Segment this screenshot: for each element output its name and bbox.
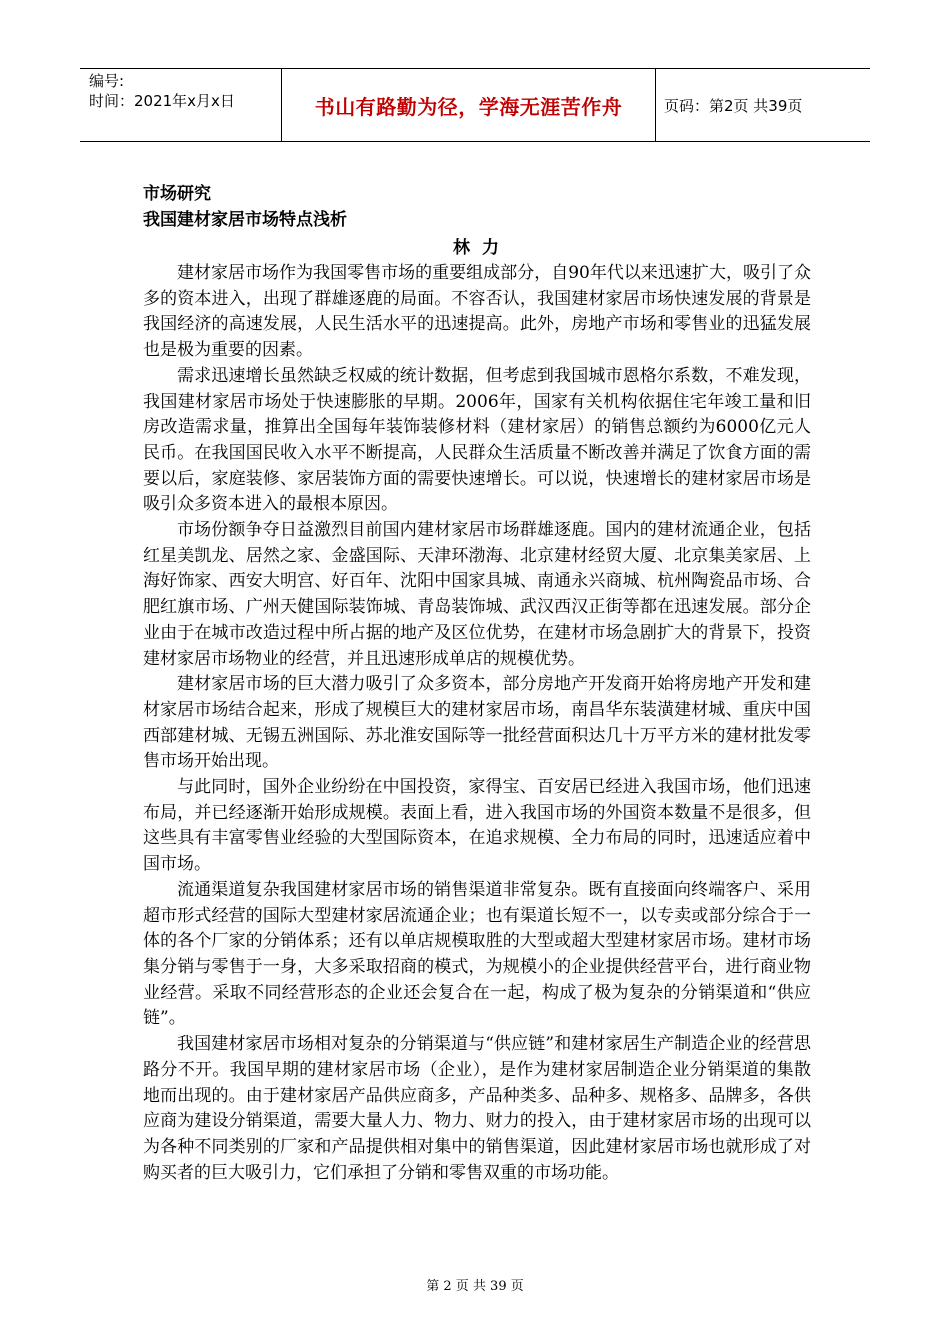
paragraph: 我国建材家居市场相对复杂的分销渠道与“供应链”和建材家居生产制造企业的经营思路分不开。我国早期的建材家居市场（企业），是作为建材家居制造企业分销渠道的集散地而出现的。由于建材家居产品供应商多，产品种类多、品种多、规格多、品牌多，各供应商为建设分销渠道，需要大量人力、物力、财力的投入，由于建材家居市场的出现可以为各种不同类别的厂家和产品提供相对集中的销售渠道，因此建材家居市场也就形成了对购买者的巨大吸引力，它们承担了分销和零售双重的市场功能。 <box>143 1034 811 1183</box>
paragraph: 建材家居市场作为我国零售市场的重要组成部分，自90年代以来迅速扩大，吸引了众多的资本进入，出现了群雄逐鹿的局面。不容否认，我国建材家居市场快速发展的背景是我国经济的高速发展，人民生活水平的迅速提高。此外，房地产市场和零售业的迅猛发展也是极为重要的因素。 <box>143 263 811 361</box>
date-label: 时间：2021年x月x日 <box>89 92 235 110</box>
article-author: 林力 <box>453 238 511 258</box>
article-body <box>143 181 811 1186</box>
header-motto: 书山有路勤为径，学海无涯苦作舟 <box>281 69 656 141</box>
paragraph: 建材家居市场的巨大潜力吸引了众多资本，部分房地产开发商开始将房地产开发和建材家居市场结合起来，形成了规模巨大的建材家居市场，南昌华东装潢建材城、重庆中国西部建材城、无锡五洲国际、苏北淮安国际等一批经营面积达几十万平方米的建材批发零售市场开始出现。 <box>143 674 811 772</box>
paragraph: 需求迅速增长虽然缺乏权威的统计数据，但考虑到我国城市恩格尔系数，不难发现，我国建材家居市场处于快速膨胀的早期。2006年，国家有关机构依据住宅年竣工量和旧房改造需求量，推算出全国每年装饰装修材料（建材家居）的销售总额约为6000亿元人民币。在我国国民收入水平不断提高，人民群众生活质量不断改善并满足了饮食方面的需要以后，家庭装修、家居装饰方面的需要快速增长。可以说，快速增长的建材家居市场是吸引众多资本进入的最根本原因。 <box>143 365 811 515</box>
paragraph: 与此同时，国外企业纷纷在中国投资，家得宝、百安居已经进入我国市场，他们迅速布局，并已经逐渐开始形成规模。表面上看，进入我国市场的外国资本数量不是很多，但这些具有丰富零售业经验的大型国际资本，在追求规模、全力布局的同时，迅速适应着中国市场。 <box>143 777 811 875</box>
paragraph: 流通渠道复杂我国建材家居市场的销售渠道非常复杂。既有直接面向终端客户、采用超市形式经营的国际大型建材家居流通企业；也有渠道长短不一，以专卖或部分综合于一体的各个厂家的分销体系；还有以单店规模取胜的大型或超大型建材家居市场。建材市场集分销与零售于一身，大多采取招商的模式，为规模小的企业提供经营平台，进行商业物业经营。采取不同经营形态的企业还会复合在一起，构成了极为复杂的分销渠道和“供应链”。 <box>143 879 811 1029</box>
serial-number-label: 编号: <box>89 72 125 90</box>
paragraph: 市场份额争夺日益激烈目前国内建材家居市场群雄逐鹿。国内的建材流通企业，包括红星美凯龙、居然之家、金盛国际、天津环渤海、北京建材经贸大厦、北京集美家居、上海好饰家、西安大明宫、好百年、沈阳中国家具城、南通永兴商城、杭州陶瓷品市场、合肥红旗市场、广州天健国际装饰城、青岛装饰城、武汉西汉正街等都在迅速发展。部分企业由于在城市改造过程中所占据的地产及区位优势，在建材市场急剧扩大的背景下，投资建材家居市场物业的经营，并且迅速形成单店的规模优势。 <box>143 520 811 669</box>
page-header <box>80 68 870 142</box>
header-page-info: 页码：第2页 共39页 <box>664 96 803 115</box>
header-meta <box>80 69 281 141</box>
section-label: 市场研究 <box>143 184 211 204</box>
page-footer: 第 2 页 共 39 页 <box>426 1279 524 1294</box>
article-title: 我国建材家居市场特点浅析 <box>143 210 347 230</box>
